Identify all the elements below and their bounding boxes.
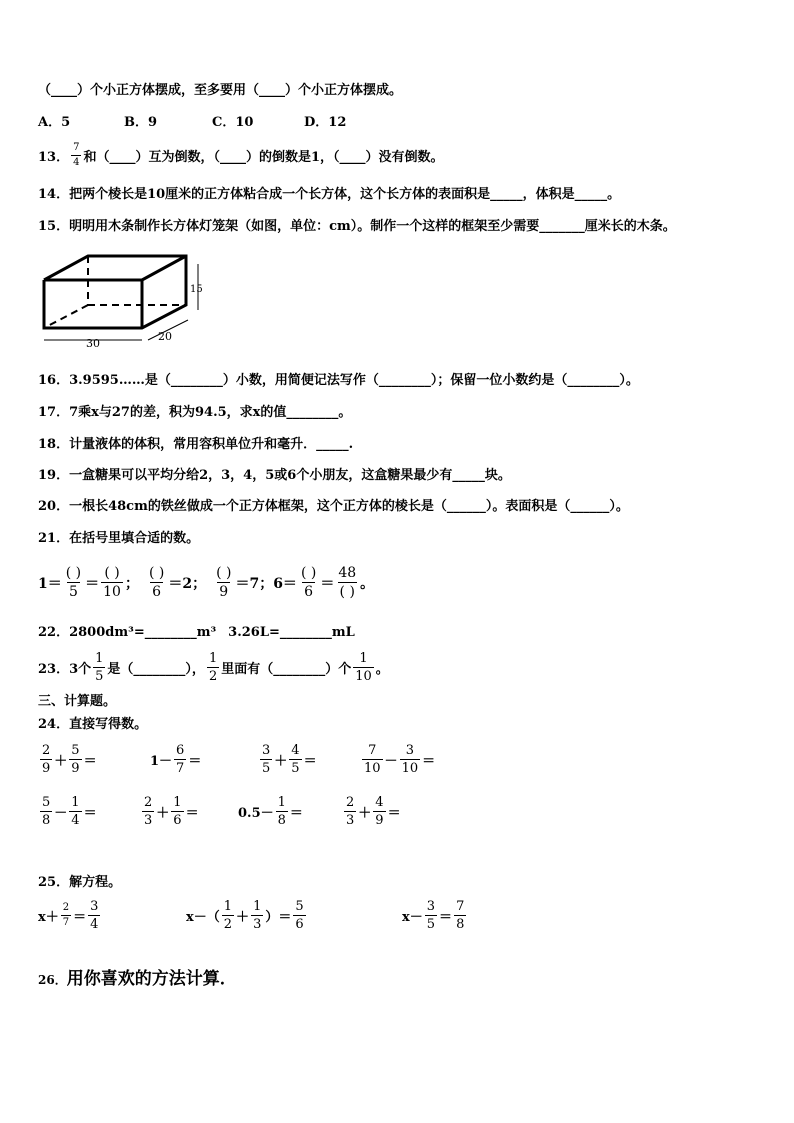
q24-item-6: $\frac{2}{3}$ ＋ $\frac{1}{6}$ ＝ <box>144 795 199 828</box>
q12-options <box>38 114 346 132</box>
q24-item-8: $\frac{2}{3}$ ＋ $\frac{4}{9}$ ＝ <box>346 795 401 828</box>
question-22: 22．2800dm³=________m³ 3.26L=________mL <box>38 625 355 640</box>
fraction: $\frac{1}{2}$ <box>208 651 218 684</box>
question-25: 25．解方程。 <box>38 875 122 890</box>
question-21: 21．在括号里填合适的数。 <box>38 531 200 546</box>
question-16: 16．3.9595……是（________）小数，用简便记法写作（________）；保留一位小数约是（________）。 <box>38 373 639 388</box>
fraction[interactable]: $\frac{( )}{6}$ <box>300 565 317 600</box>
question-14: 14．把两个棱长是10厘米的正方体粘合成一个长方体，这个长方体的表面积是_____，体积是_____。 <box>38 187 621 202</box>
q24-item-2: 1－ $\frac{6}{7}$ ＝ <box>150 743 202 776</box>
fraction: $\frac{1}{5}$ <box>95 651 104 684</box>
question-18: 18．计量液体的体积，常用容积单位升和毫升．_____. <box>38 437 354 452</box>
height-label: 15 <box>190 284 203 295</box>
q12-tail: （____）个小正方体摆成，至多要用（____）个小正方体摆成。 <box>38 83 403 98</box>
q21-equations: 1＝ $\frac{( )}{5}$ ＝ $\frac{( )}{10}$ ； $\frac{( )}{6}$ ＝2； $\frac{( )}{9}$ ＝7；6＝ $\frac{( )}{6}$ ＝ $\frac{48}{( )}$ 。 <box>38 565 375 600</box>
width-label: 20 <box>158 330 172 343</box>
question-23: 23． 3个 $\frac{1}{5}$ 是（________）， $\frac{1}{2}$ 里面有（________）个 $\frac{1}{10}$ 。 <box>38 651 389 684</box>
fraction[interactable]: $\frac{( )}{5}$ <box>65 565 82 600</box>
q25-equation-1: x＋ $\frac{2}{7}$ ＝ $\frac{3}{4}$ <box>38 899 99 932</box>
question-13: 13． $\frac{7}{4}$ 和（____）互为倒数，（____）的倒数是1，（____）没有倒数。 <box>38 142 444 168</box>
length-label: 30 <box>86 337 100 350</box>
option-b[interactable]: B．9 <box>124 115 158 130</box>
fraction[interactable]: $\frac{( )}{9}$ <box>216 565 232 600</box>
q25-equation-3: x－ $\frac{3}{5}$ ＝ $\frac{7}{8}$ <box>402 899 465 932</box>
option-c[interactable]: C．10 <box>212 115 254 130</box>
question-17: 17．7乘x与27的差，积为94.5，求x的值________。 <box>38 405 352 420</box>
option-d[interactable]: D．12 <box>304 115 347 130</box>
q24-item-5: $\frac{5}{8}$ － $\frac{1}{4}$ ＝ <box>42 795 97 828</box>
q24-item-1: $\frac{2}{9}$ ＋ $\frac{5}{9}$ ＝ <box>42 743 97 776</box>
cuboid-figure <box>38 250 218 350</box>
section-3-title: 三、计算题。 <box>38 694 117 709</box>
question-20: 20．一根长48cm的铁丝做成一个正方体框架，这个正方体的棱长是（______）。表面积是（______）。 <box>38 499 629 514</box>
fraction[interactable]: $\frac{48}{( )}$ <box>338 565 357 600</box>
q25-equation-2: x－（ $\frac{1}{2}$ ＋ $\frac{1}{3}$ ）＝ $\frac{5}{6}$ <box>186 899 304 932</box>
question-26: 26．用你喜欢的方法计算． <box>38 969 237 989</box>
question-24: 24．直接写得数。 <box>38 717 148 732</box>
fraction: $\frac{1}{10}$ <box>355 651 372 684</box>
fraction[interactable]: $\frac{( )}{6}$ <box>148 565 165 600</box>
q24-item-4: $\frac{7}{10}$ － $\frac{3}{10}$ ＝ <box>364 743 436 776</box>
fraction[interactable]: $\frac{( )}{10}$ <box>103 565 121 600</box>
question-15: 15．明明用木条制作长方体灯笼架（如图，单位：cm）。制作一个这样的框架至少需要_______厘米长的木条。 <box>38 219 676 234</box>
question-19: 19．一盒糖果可以平均分给2，3，4，5或6个小朋友，这盒糖果最少有_____块。 <box>38 468 511 483</box>
q24-item-3: $\frac{3}{5}$ ＋ $\frac{4}{5}$ ＝ <box>262 743 317 776</box>
option-a[interactable]: A．5 <box>38 115 71 130</box>
q24-item-7: 0.5－ $\frac{1}{8}$ ＝ <box>238 795 303 828</box>
fraction: $\frac{7}{4}$ <box>73 142 80 168</box>
